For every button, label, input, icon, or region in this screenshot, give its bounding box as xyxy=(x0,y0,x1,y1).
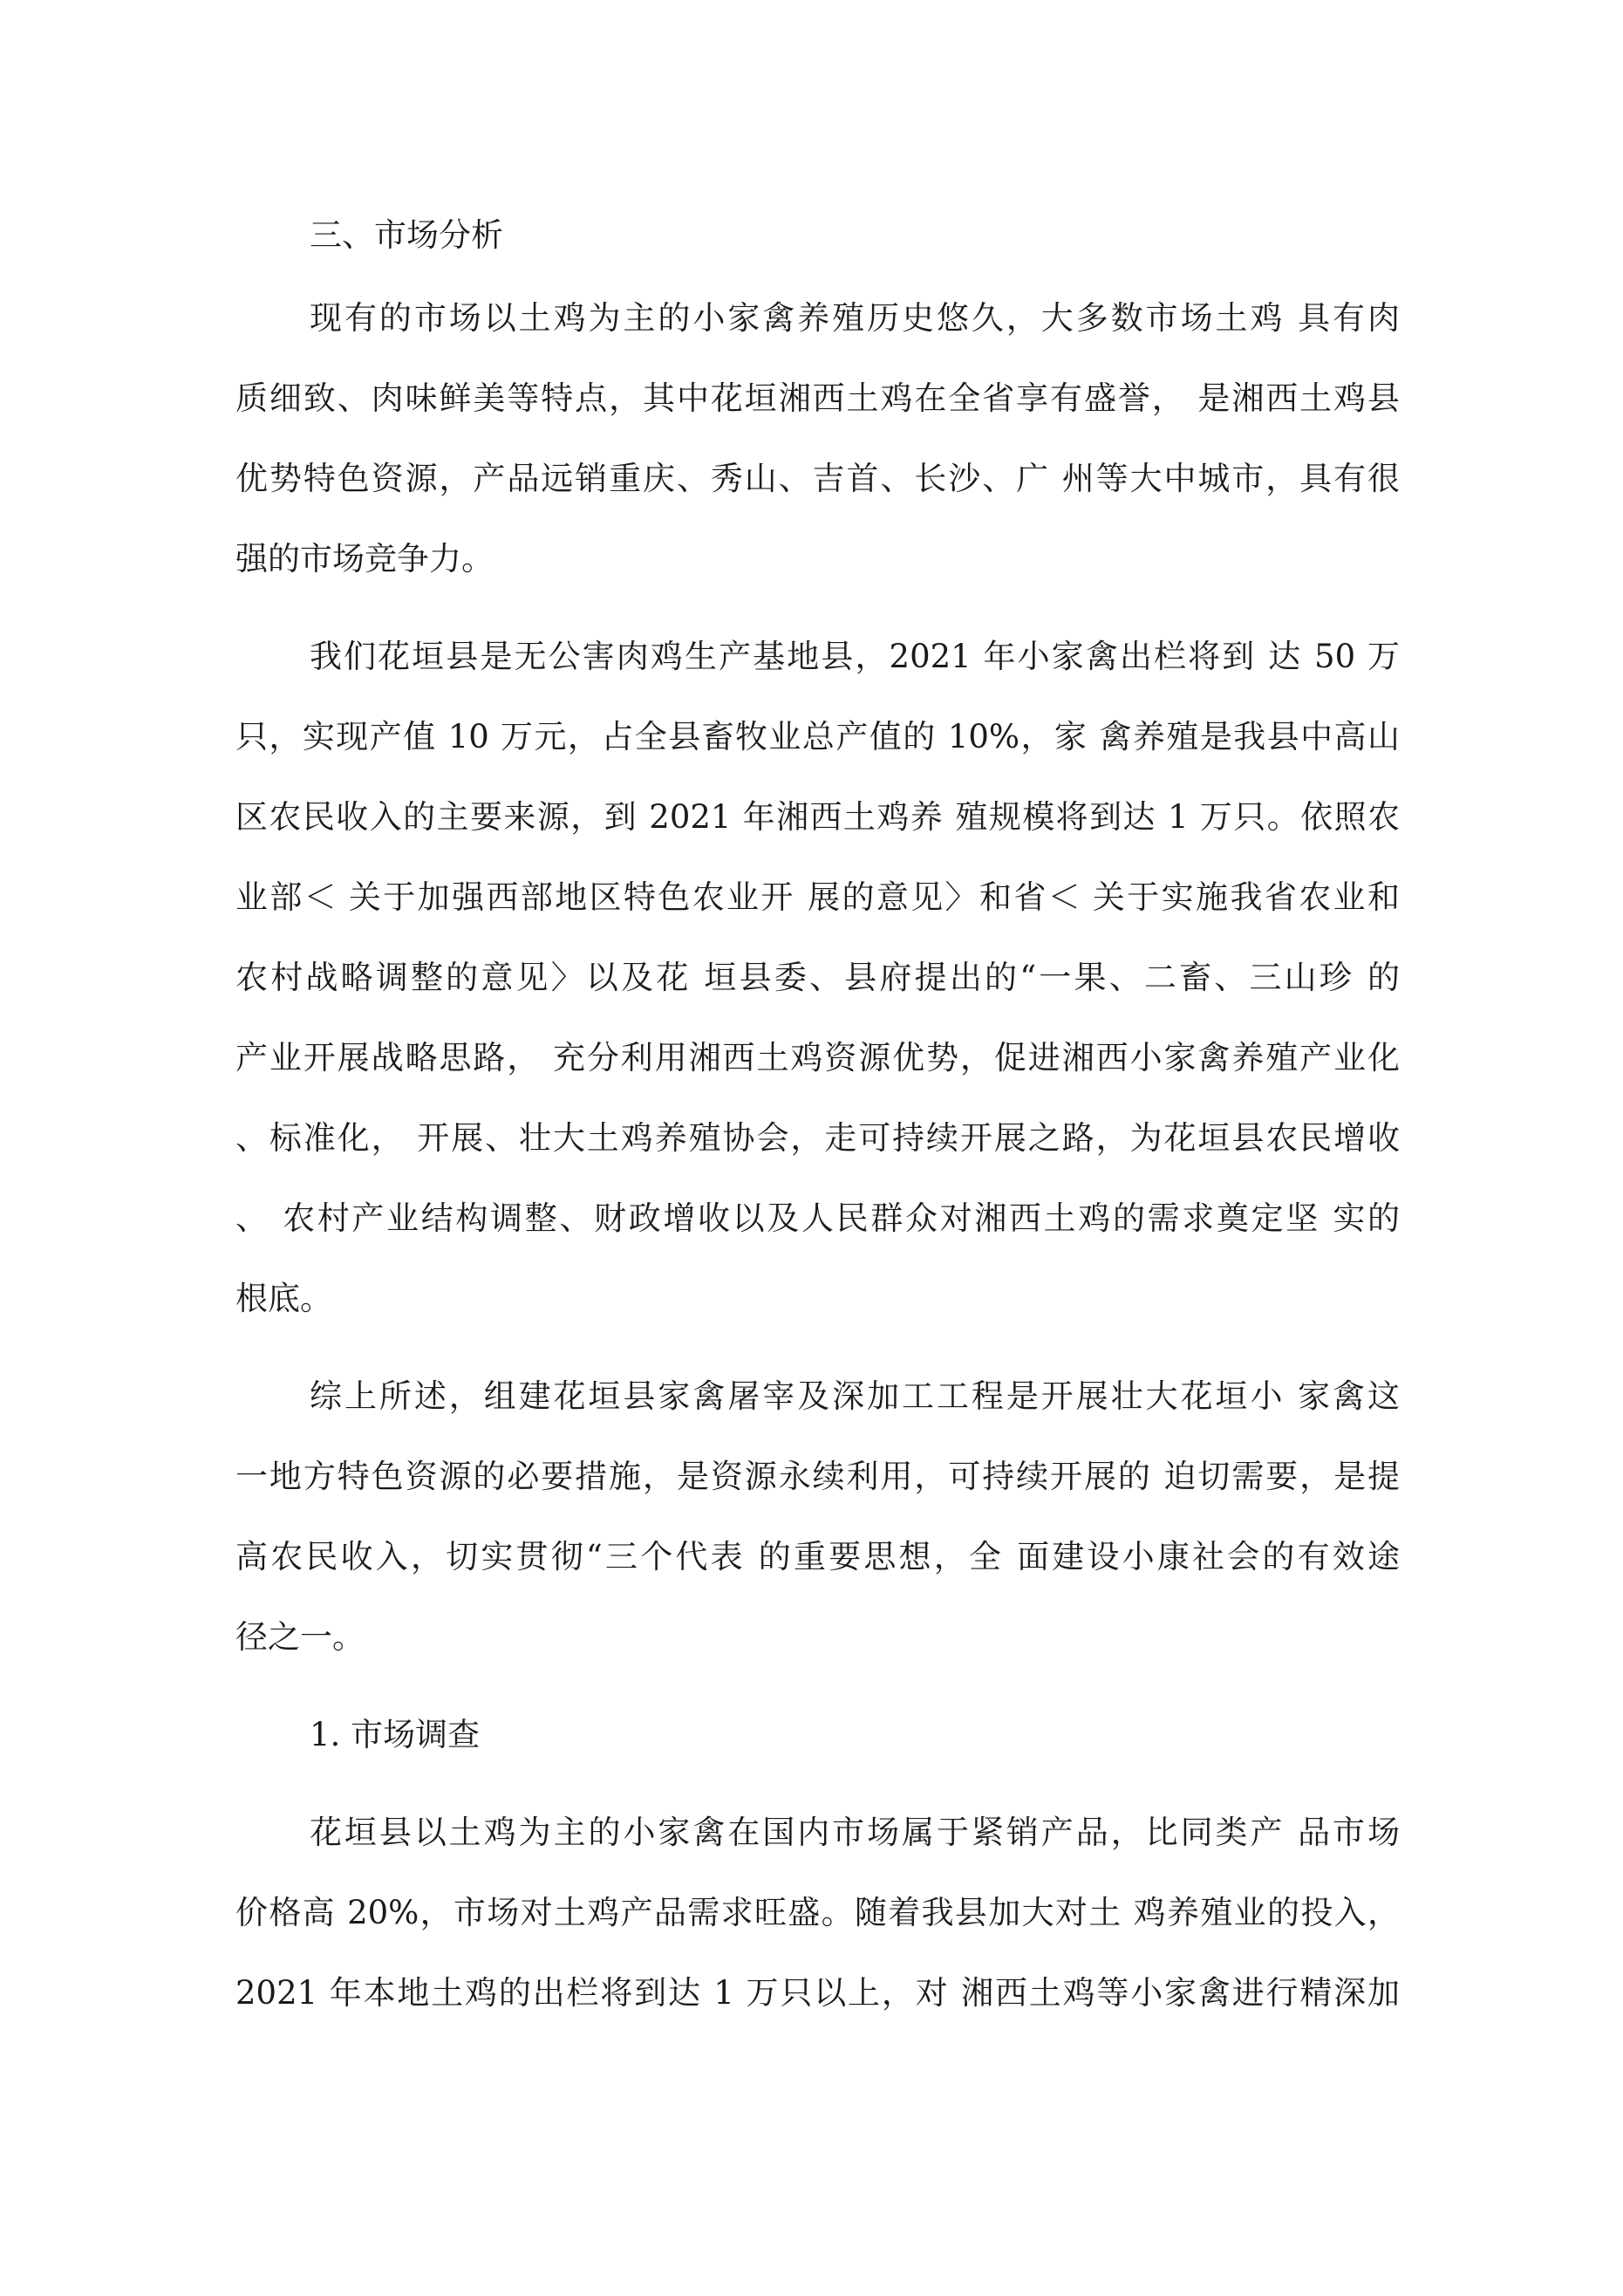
subsection-heading: 1. 市场调查 xyxy=(310,1716,481,1753)
paragraph-line: 现有的市场以土鸡为主的小家禽养殖历史悠久，大多数市场土鸡 具有肉 xyxy=(310,299,1400,337)
paragraph-line: 、 农村产业结构调整、财政增收以及人民群众对湘西土鸡的需求奠定坚 实的 xyxy=(235,1199,1400,1237)
paragraph-line: 、标准化， 开展、壮大土鸡养殖协会，走可持续开展之路，为花垣县农民增收 xyxy=(235,1119,1400,1157)
section-heading: 三、市场分析 xyxy=(310,216,503,254)
paragraph-line: 高农民收入，切实贯彻“三个代表 的重要思想，全 面建设小康社会的有效途 xyxy=(235,1538,1400,1575)
paragraph-line: 径之一。 xyxy=(235,1618,365,1656)
paragraph-line: 质细致、肉味鲜美等特点，其中花垣湘西土鸡在全省享有盛誉， 是湘西土鸡县 xyxy=(235,379,1400,417)
paragraph-line: 花垣县以土鸡为主的小家禽在国内市场属于紧销产品，比同类产 品市场 xyxy=(310,1814,1400,1851)
paragraph-line: 强的市场竞争力。 xyxy=(235,540,494,577)
paragraph-line: 优势特色资源，产品远销重庆、秀山、吉首、长沙、广 州等大中城市，具有很 xyxy=(235,460,1400,497)
paragraph-line: 价格高 20%，市场对土鸡产品需求旺盛。随着我县加大对土 鸡养殖业的投入， xyxy=(235,1894,1400,1931)
paragraph-line: 根底。 xyxy=(235,1280,332,1317)
paragraph-line: 我们花垣县是无公害肉鸡生产基地县，2021 年小家禽出栏将到 达 50 万 xyxy=(310,638,1400,675)
paragraph-line: 一地方特色资源的必要措施，是资源永续利用，可持续开展的 迫切需要，是提 xyxy=(235,1458,1400,1495)
paragraph-line: 2021 年本地土鸡的出栏将到达 1 万只以上，对 湘西土鸡等小家禽进行精深加 xyxy=(235,1974,1400,2012)
paragraph-line: 区农民收入的主要来源，到 2021 年湘西土鸡养 殖规模将到达 1 万只。依照农 xyxy=(235,798,1400,836)
paragraph-line: 产业开展战略思路， 充分利用湘西土鸡资源优势，促进湘西小家禽养殖产业化 xyxy=(235,1039,1400,1076)
paragraph-line: 业部＜ 关于加强西部地区特色农业开 展的意见〉和省＜ 关于实施我省农业和 xyxy=(235,878,1400,916)
paragraph-line: 农村战略调整的意见〉以及花 垣县委、县府提出的“一果、二畜、三山珍 的 xyxy=(235,959,1400,996)
paragraph-line: 综上所述，组建花垣县家禽屠宰及深加工工程是开展壮大花垣小 家禽这 xyxy=(310,1377,1400,1415)
paragraph-line: 只，实现产值 10 万元，占全县畜牧业总产值的 10%，家 禽养殖是我县中高山 xyxy=(235,718,1400,755)
